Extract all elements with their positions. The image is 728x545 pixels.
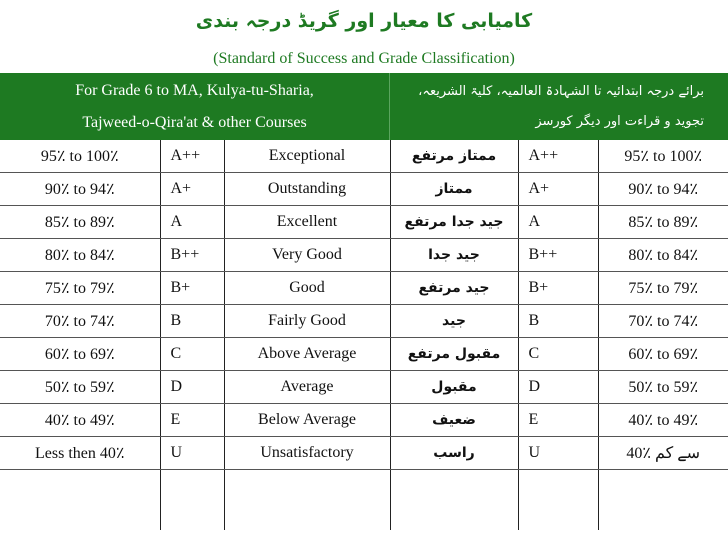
grade-cell: A++ bbox=[160, 140, 224, 173]
grade-cell: C bbox=[160, 338, 224, 371]
table-row bbox=[0, 437, 728, 470]
range-cell: 75٪ to 79٪ bbox=[0, 272, 160, 305]
description-cell: Excellent bbox=[224, 206, 390, 239]
range-right-cell: 75٪ to 79٪ bbox=[598, 272, 728, 305]
grade-right-cell: B bbox=[518, 305, 598, 338]
range-right-cell: 90٪ to 94٪ bbox=[598, 173, 728, 206]
empty-cell bbox=[160, 470, 224, 531]
description-cell: Below Average bbox=[224, 404, 390, 437]
description-cell: Good bbox=[224, 272, 390, 305]
range-right-cell: 70٪ to 74٪ bbox=[598, 305, 728, 338]
urdu-description-cell: ضعیف bbox=[390, 404, 518, 437]
empty-cell bbox=[598, 470, 728, 531]
grade-right-cell: A+ bbox=[518, 173, 598, 206]
grade-cell: B++ bbox=[160, 239, 224, 272]
urdu-description-cell: ممتاز bbox=[390, 173, 518, 206]
grade-cell: A bbox=[160, 206, 224, 239]
grade-right-cell: C bbox=[518, 338, 598, 371]
empty-cell bbox=[390, 470, 518, 531]
grade-cell: B+ bbox=[160, 272, 224, 305]
urdu-description-cell: جید جدا مرتفع bbox=[390, 206, 518, 239]
description-cell: Above Average bbox=[224, 338, 390, 371]
range-cell: 90٪ to 94٪ bbox=[0, 173, 160, 206]
grade-right-cell: A bbox=[518, 206, 598, 239]
description-cell: Unsatisfactory bbox=[224, 437, 390, 470]
urdu-description-cell: جید bbox=[390, 305, 518, 338]
urdu-description-cell: جید جدا bbox=[390, 239, 518, 272]
header-urdu bbox=[390, 73, 728, 140]
page-title-english: (Standard of Success and Grade Classification) bbox=[213, 50, 515, 67]
table-row bbox=[0, 272, 728, 305]
table-row bbox=[0, 404, 728, 437]
urdu-description-cell: ممتاز مرتفع bbox=[390, 140, 518, 173]
table-row bbox=[0, 206, 728, 239]
grade-table bbox=[0, 140, 728, 530]
range-cell: 60٪ to 69٪ bbox=[0, 338, 160, 371]
range-cell: 40٪ to 49٪ bbox=[0, 404, 160, 437]
range-cell: 95٪ to 100٪ bbox=[0, 140, 160, 173]
header-english-line1: For Grade 6 to MA, Kulya-tu-Sharia, bbox=[75, 81, 314, 99]
table-row bbox=[0, 305, 728, 338]
empty-cell bbox=[518, 470, 598, 531]
range-right-cell: 80٪ to 84٪ bbox=[598, 239, 728, 272]
description-cell: Fairly Good bbox=[224, 305, 390, 338]
description-cell: Average bbox=[224, 371, 390, 404]
header-english bbox=[0, 73, 390, 140]
table-filler-row bbox=[0, 470, 728, 531]
header-urdu-line2: تجوید و قراءت اور دیگر کورسز bbox=[535, 113, 704, 129]
grade-right-cell: B+ bbox=[518, 272, 598, 305]
table-header bbox=[0, 73, 728, 140]
urdu-description-cell: جید مرتفع bbox=[390, 272, 518, 305]
header-urdu-line1: برائے درجہ ابتدائیہ تا الشہادۃ العالمیہ، کلیۃ الشریعہ، bbox=[418, 83, 704, 99]
description-cell: Outstanding bbox=[224, 173, 390, 206]
range-right-cell: 50٪ to 59٪ bbox=[598, 371, 728, 404]
range-cell: 80٪ to 84٪ bbox=[0, 239, 160, 272]
grade-right-cell: B++ bbox=[518, 239, 598, 272]
grade-cell: A+ bbox=[160, 173, 224, 206]
urdu-description-cell: مقبول bbox=[390, 371, 518, 404]
range-cell: 70٪ to 74٪ bbox=[0, 305, 160, 338]
table-row bbox=[0, 371, 728, 404]
range-cell: Less then 40٪ bbox=[0, 437, 160, 470]
range-cell: 50٪ to 59٪ bbox=[0, 371, 160, 404]
grade-cell: E bbox=[160, 404, 224, 437]
empty-cell bbox=[0, 470, 160, 531]
table-row bbox=[0, 140, 728, 173]
grade-cell: U bbox=[160, 437, 224, 470]
grade-right-cell: A++ bbox=[518, 140, 598, 173]
range-right-cell: 95٪ to 100٪ bbox=[598, 140, 728, 173]
empty-cell bbox=[224, 470, 390, 531]
table-row bbox=[0, 239, 728, 272]
grade-cell: B bbox=[160, 305, 224, 338]
urdu-description-cell: مقبول مرتفع bbox=[390, 338, 518, 371]
range-right-cell: 85٪ to 89٪ bbox=[598, 206, 728, 239]
range-right-cell: 60٪ to 69٪ bbox=[598, 338, 728, 371]
grade-right-cell: U bbox=[518, 437, 598, 470]
range-cell: 85٪ to 89٪ bbox=[0, 206, 160, 239]
range-right-cell: 40٪ to 49٪ bbox=[598, 404, 728, 437]
grade-right-cell: E bbox=[518, 404, 598, 437]
grade-right-cell: D bbox=[518, 371, 598, 404]
grade-cell: D bbox=[160, 371, 224, 404]
table-row bbox=[0, 173, 728, 206]
description-cell: Exceptional bbox=[224, 140, 390, 173]
header-english-line2: Tajweed-o-Qira'at & other Courses bbox=[82, 113, 307, 131]
page-title-urdu: کامیابی کا معیار اور گریڈ درجہ بندی bbox=[195, 10, 533, 32]
grade-table-body bbox=[0, 140, 728, 530]
urdu-description-cell: راسب bbox=[390, 437, 518, 470]
range-right-cell: 40٪ سے کم bbox=[598, 437, 728, 470]
description-cell: Very Good bbox=[224, 239, 390, 272]
table-row bbox=[0, 338, 728, 371]
